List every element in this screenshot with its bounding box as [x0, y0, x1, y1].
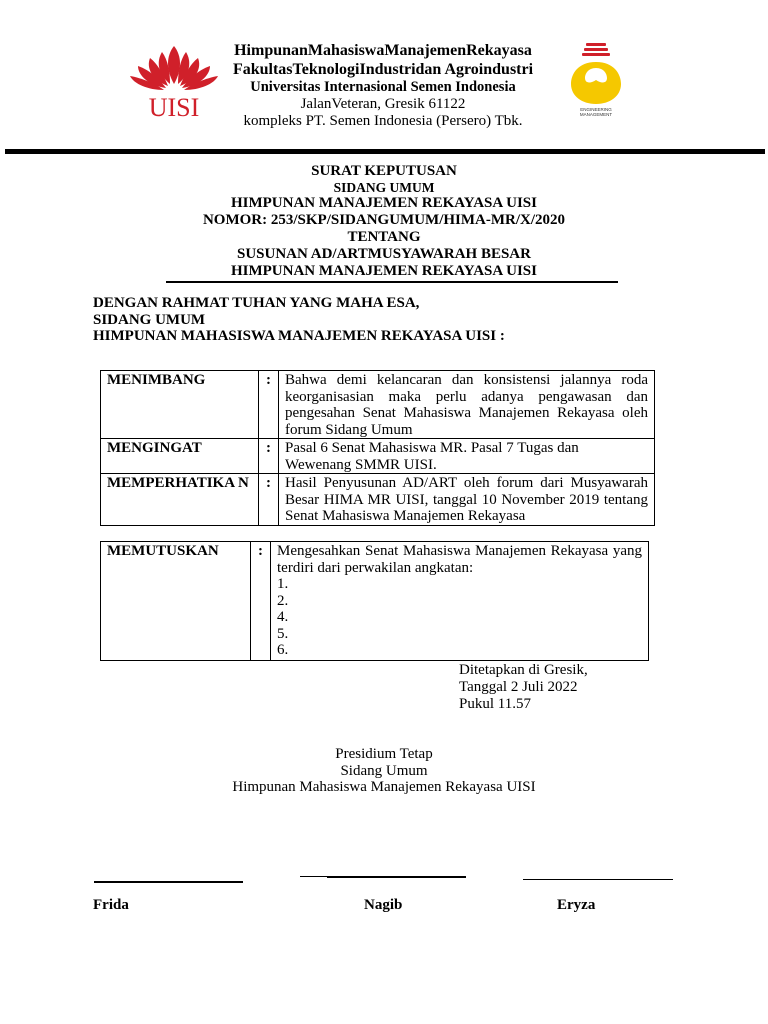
colon: : [251, 542, 271, 661]
colon: : [259, 371, 279, 439]
table-row [101, 439, 655, 474]
signature-line-eryza [523, 879, 673, 880]
table-row [101, 371, 655, 439]
em-emblem-icon [566, 40, 626, 120]
faculty-name: FakultasTeknologiIndustridan Agroindustri [232, 61, 534, 78]
list-item: 6. [277, 642, 289, 658]
menimbang-text: Bahwa demi kelancaran dan konsistensi jalannya roda keorganisasian maka perlu adanya pengawasan dan pengesahan Senat Mahasiswa Manajemen Rekayasa oleh forum Sidang Umum [279, 371, 655, 439]
table-row [101, 542, 649, 661]
mengingat-text: Pasal 6 Senat Mahasiswa MR. Pasal 7 Tugas dan Wewenang SMMR UISI. [279, 439, 655, 474]
svg-text:UISI: UISI [148, 93, 200, 120]
enactment-date: Tanggal 2 Juli 2022 [459, 679, 578, 695]
university-name: Universitas Internasional Semen Indonesia [250, 79, 516, 95]
memutuskan-content [271, 542, 649, 661]
doc-about: TENTANG [347, 229, 421, 245]
org-name: HimpunanMahasiswaManajemenRekayasa [234, 42, 532, 59]
decision-table [100, 541, 649, 661]
memutuskan-intro: Mengesahkan Senat Mahasiswa Manajemen Rekayasa yang terdiri dari perwakilan angkatan: [277, 543, 642, 576]
considerations-table [100, 370, 655, 526]
signatory-frida: Frida [93, 897, 129, 913]
colon: : [259, 439, 279, 474]
presidium-forum: Sidang Umum [340, 763, 428, 779]
enactment-time: Pukul 11.57 [459, 696, 531, 712]
svg-text:MANAGEMENT: MANAGEMENT [579, 112, 613, 117]
address-line-2: kompleks PT. Semen Indonesia (Persero) Tbk. [243, 113, 523, 129]
memutuskan-label: MEMUTUSKAN [101, 542, 251, 661]
signature-line-nagib-lead [300, 876, 327, 877]
opening-line-1: DENGAN RAHMAT TUHAN YANG MAHA ESA, [93, 295, 420, 311]
table-row [101, 474, 655, 526]
doc-org: HIMPUNAN MANAJEMEN REKAYASA UISI [230, 195, 537, 211]
mengingat-label: MENGINGAT [101, 439, 259, 474]
enactment-place: Ditetapkan di Gresik, [459, 662, 588, 678]
title-underline [166, 281, 618, 283]
doc-number: NOMOR: 253/SKP/SIDANGUMUM/HIMA-MR/X/2020 [202, 212, 566, 228]
doc-subject-org: HIMPUNAN MANAJEMEN REKAYASA UISI [230, 263, 537, 279]
presidium-org: Himpunan Mahasiswa Manajemen Rekayasa UISI [232, 779, 536, 795]
signatory-eryza: Eryza [557, 897, 596, 913]
signature-line-frida [94, 881, 243, 883]
signature-line-nagib [327, 876, 466, 878]
list-item: 1. [277, 576, 289, 592]
memperhatikan-label: MEMPERHATIKA N [101, 474, 259, 526]
address-line: JalanVeteran, Gresik 61122 [300, 96, 466, 112]
doc-title: SURAT KEPUTUSAN [311, 163, 457, 179]
list-item: 4. [277, 609, 289, 625]
svg-text:ENGINEERING: ENGINEERING [580, 107, 612, 112]
menimbang-label: MENIMBANG [101, 371, 259, 439]
doc-subject: SUSUNAN AD/ARTMUSYAWARAH BESAR [237, 246, 531, 262]
signatory-nagib: Nagib [364, 897, 403, 913]
opening-line-3: HIMPUNAN MAHASISWA MANAJEMEN REKAYASA UISI : [93, 328, 505, 344]
engineering-management-logo [566, 40, 626, 120]
presidium-title: Presidium Tetap [335, 746, 433, 762]
letterhead-divider [5, 149, 765, 154]
list-item: 2. [277, 592, 289, 609]
opening-line-2: SIDANG UMUM [93, 312, 206, 328]
colon: : [259, 474, 279, 526]
list-item: 5. [277, 625, 289, 642]
memperhatikan-text: Hasil Penyusunan AD/ART oleh forum dari Musyawarah Besar HIMA MR UISI, tanggal 10 November 2019 tentang Senat Mahasiswa Manajemen Rekayasa [279, 474, 655, 526]
doc-subtitle: SIDANG UMUM [333, 180, 435, 195]
